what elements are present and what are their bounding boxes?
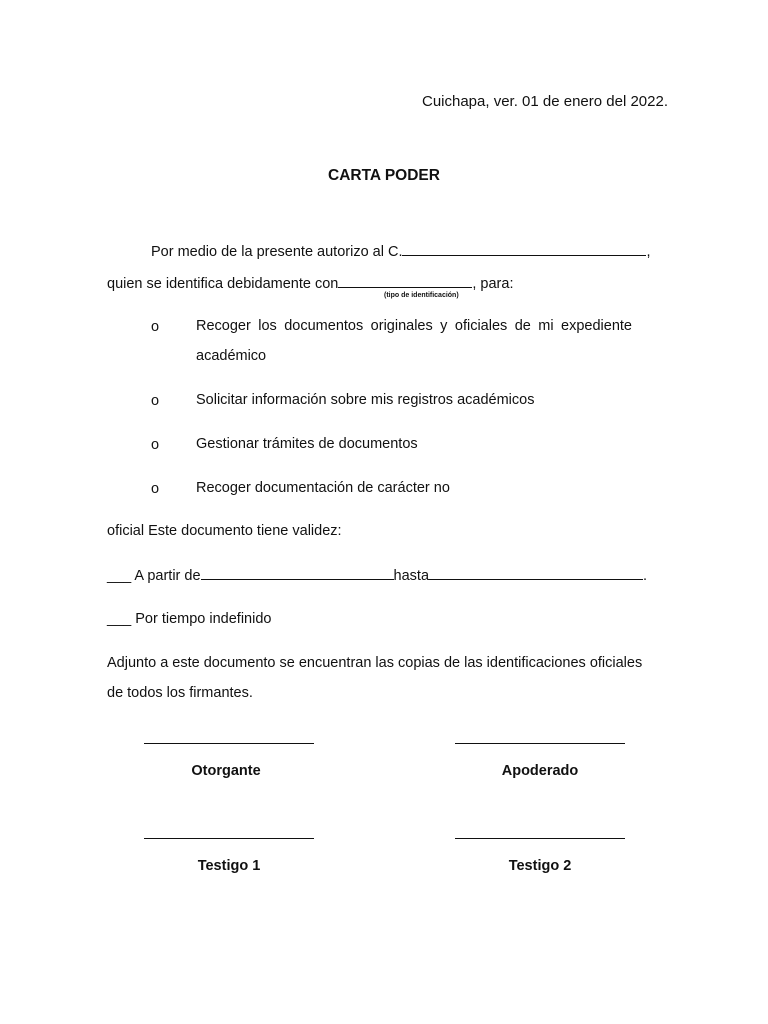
bullet-item-2: Solicitar información sobre mis registros académicos <box>196 392 535 408</box>
bullet-item-3: Gestionar trámites de documentos <box>196 436 418 452</box>
bullet-glyph-2: o <box>151 393 160 409</box>
option-indefinite-line <box>107 611 271 627</box>
signature-label-apoderado: Apoderado <box>501 763 579 779</box>
bullet-glyph-3: o <box>151 437 160 453</box>
attachment-line-1: Adjunto a este documento se encuentran las copias de las identificaciones oficiales <box>107 655 643 671</box>
attachment-line-2: de todos los firmantes. <box>107 685 253 701</box>
option-from-suffix: . <box>643 568 648 584</box>
option-indefinite-label: Por tiempo indefinido <box>131 611 272 627</box>
intro-line-2-suffix: , para: <box>472 276 514 292</box>
intro-line-1 <box>151 243 651 260</box>
bullet-item-1-line-1: Recoger los documentos originales y oficiales de mi expediente <box>196 318 632 334</box>
date-line: Cuichapa, ver. 01 de enero del 2022. <box>421 93 668 110</box>
bullet-item-4: Recoger documentación de carácter no <box>196 480 450 496</box>
signature-line-apoderado <box>455 743 625 744</box>
signature-line-otorgante <box>144 743 314 744</box>
signature-label-otorgante: Otorgante <box>191 763 261 779</box>
option-from-line <box>107 567 647 584</box>
signature-label-testigo-1: Testigo 1 <box>197 858 261 874</box>
authorized-person-blank <box>402 243 646 256</box>
signature-line-testigo-1 <box>144 838 314 839</box>
id-type-blank <box>338 275 472 288</box>
option-indefinite-checkbox: ___ <box>107 611 132 627</box>
option-from-label: A partir de <box>131 568 201 584</box>
bullet-item-1-line-2: académico <box>196 348 267 364</box>
until-date-blank <box>429 567 643 580</box>
document-title: CARTA PODER <box>328 167 440 184</box>
bullet-glyph-4: o <box>151 481 160 497</box>
id-type-note: (tipo de identificación) <box>384 292 459 299</box>
intro-line-2-text: quien se identifica debidamente con <box>107 276 339 292</box>
from-date-blank <box>201 567 394 580</box>
option-until-label: hasta <box>393 568 430 584</box>
intro-line-2 <box>107 275 513 292</box>
signature-label-testigo-2: Testigo 2 <box>508 858 572 874</box>
intro-line-1-suffix: , <box>646 244 651 260</box>
intro-line-1-text: Por medio de la presente autorizo al C. <box>151 244 403 260</box>
signature-line-testigo-2 <box>455 838 625 839</box>
validity-line: oficial Este documento tiene validez: <box>107 523 342 539</box>
bullet-glyph-1: o <box>151 319 160 335</box>
option-from-checkbox: ___ <box>107 568 132 584</box>
